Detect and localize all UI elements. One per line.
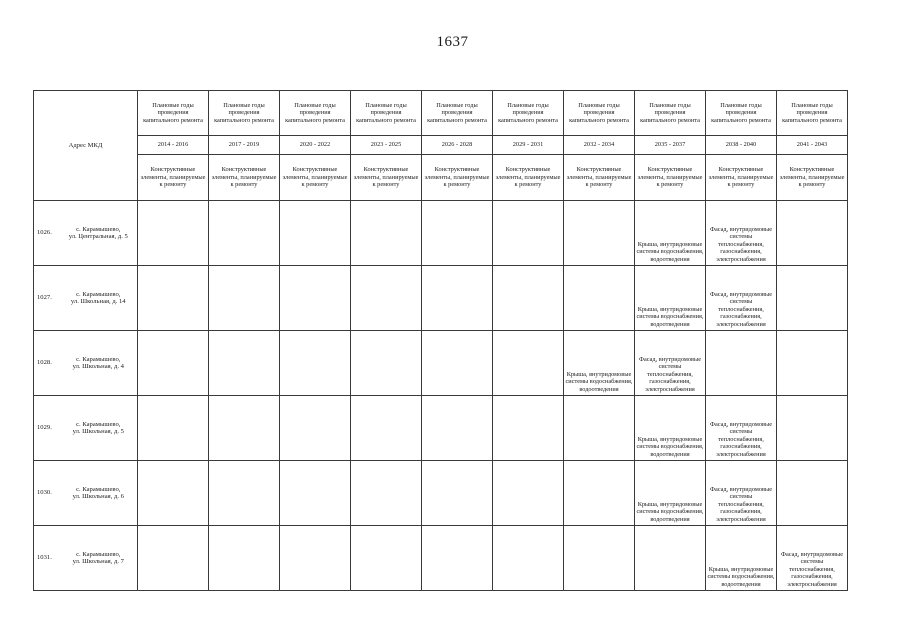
row-number: 1030. — [34, 461, 60, 526]
elements-header: Конструктивные элементы, планируемые к ремонту — [351, 155, 422, 201]
repair-works-cell — [351, 266, 422, 331]
repair-works-cell — [209, 396, 280, 461]
row-number: 1029. — [34, 396, 60, 461]
repair-works-cell — [777, 331, 848, 396]
address-cell — [60, 396, 138, 461]
period-header: 2023 - 2025 — [351, 136, 422, 155]
table-row — [34, 461, 848, 526]
address-locality: с. Карамышево, — [76, 420, 121, 428]
table-row — [34, 331, 848, 396]
plan-years-header: Плановые годы проведения капитального ремонта — [138, 91, 209, 136]
repair-works-cell — [422, 461, 493, 526]
repair-works-cell — [564, 526, 635, 591]
repair-works-cell — [280, 461, 351, 526]
repair-works-cell: Крыша, внутридомовые системы водоснабжения, водоотведения — [635, 266, 706, 331]
repair-works-cell — [351, 396, 422, 461]
period-header: 2029 - 2031 — [493, 136, 564, 155]
period-header: 2032 - 2034 — [564, 136, 635, 155]
elements-header: Конструктивные элементы, планируемые к ремонту — [706, 155, 777, 201]
header-row-periods — [34, 136, 848, 155]
repair-works-cell — [209, 461, 280, 526]
elements-header: Конструктивные элементы, планируемые к ремонту — [209, 155, 280, 201]
table-row — [34, 396, 848, 461]
repair-works-cell — [280, 201, 351, 266]
repair-works-cell — [493, 201, 564, 266]
row-number: 1027. — [34, 266, 60, 331]
row-number: 1031. — [34, 526, 60, 591]
period-header: 2035 - 2037 — [635, 136, 706, 155]
repair-works-cell — [351, 461, 422, 526]
repair-works-cell: Крыша, внутридомовые системы водоснабжения, водоотведения — [564, 331, 635, 396]
repair-works-cell — [422, 266, 493, 331]
page-number: 1637 — [436, 34, 469, 50]
plan-years-header: Плановые годы проведения капитального ремонта — [351, 91, 422, 136]
repair-works-cell: Крыша, внутридомовые системы водоснабжения, водоотведения — [706, 526, 777, 591]
repair-works-cell: Фасад, внутридомовые системы теплоснабжения, газоснабжения, электроснабжения — [777, 526, 848, 591]
table-row — [34, 266, 848, 331]
table-row — [34, 201, 848, 266]
repair-works-cell: Фасад, внутридомовые системы теплоснабжения, газоснабжения, электроснабжения — [706, 201, 777, 266]
repair-works-cell — [138, 331, 209, 396]
plan-years-header: Плановые годы проведения капитального ремонта — [280, 91, 351, 136]
repair-works-cell — [280, 526, 351, 591]
address-cell — [60, 201, 138, 266]
repair-works-cell — [777, 461, 848, 526]
elements-header: Конструктивные элементы, планируемые к ремонту — [422, 155, 493, 201]
address-locality: с. Карамышево, — [76, 225, 121, 233]
repair-works-cell — [280, 331, 351, 396]
repair-works-cell — [777, 396, 848, 461]
elements-header: Конструктивные элементы, планируемые к ремонту — [493, 155, 564, 201]
period-header: 2041 - 2043 — [777, 136, 848, 155]
repair-works-cell — [138, 396, 209, 461]
address-street: ул. Школьная, д. 5 — [72, 428, 124, 435]
repair-works-cell — [493, 396, 564, 461]
address-locality: с. Карамышево, — [76, 290, 121, 298]
repair-works-cell — [280, 396, 351, 461]
repair-works-cell — [635, 526, 706, 591]
repair-works-cell — [351, 331, 422, 396]
repair-works-cell — [138, 201, 209, 266]
repair-works-cell — [493, 266, 564, 331]
address-street: ул. Школьная, д. 7 — [72, 558, 124, 565]
repair-works-cell: Крыша, внутридомовые системы водоснабжения, водоотведения — [635, 461, 706, 526]
header-row-plan-years — [34, 91, 848, 136]
repair-works-cell: Фасад, внутридомовые системы теплоснабжения, газоснабжения, электроснабжения — [706, 461, 777, 526]
elements-header: Конструктивные элементы, планируемые к ремонту — [635, 155, 706, 201]
repair-works-cell — [422, 396, 493, 461]
address-street: ул. Центральная, д. 5 — [68, 233, 128, 240]
repair-works-cell — [351, 201, 422, 266]
repair-works-cell — [564, 396, 635, 461]
address-locality: с. Карамышево, — [76, 550, 121, 558]
header-row-elements — [34, 155, 848, 201]
repair-works-cell — [209, 331, 280, 396]
repair-works-cell — [564, 201, 635, 266]
address-header: Адрес МКД — [34, 91, 138, 201]
address-street: ул. Школьная, д. 4 — [72, 363, 124, 370]
repair-works-cell — [280, 266, 351, 331]
repair-works-cell — [209, 266, 280, 331]
plan-years-header: Плановые годы проведения капитального ремонта — [706, 91, 777, 136]
repair-works-cell — [422, 331, 493, 396]
table-row — [34, 526, 848, 591]
repair-works-cell — [493, 526, 564, 591]
elements-header: Конструктивные элементы, планируемые к ремонту — [280, 155, 351, 201]
period-header: 2020 - 2022 — [280, 136, 351, 155]
address-locality: с. Карамышево, — [76, 355, 121, 363]
repair-works-cell: Крыша, внутридомовые системы водоснабжения, водоотведения — [635, 201, 706, 266]
repair-works-cell — [493, 331, 564, 396]
period-header: 2038 - 2040 — [706, 136, 777, 155]
repair-works-cell: Фасад, внутридомовые системы теплоснабжения, газоснабжения, электроснабжения — [706, 396, 777, 461]
repair-works-cell: Фасад, внутридомовые системы теплоснабжения, газоснабжения, электроснабжения — [706, 266, 777, 331]
elements-header: Конструктивные элементы, планируемые к ремонту — [564, 155, 635, 201]
plan-years-header: Плановые годы проведения капитального ремонта — [777, 91, 848, 136]
address-cell — [60, 266, 138, 331]
period-header: 2017 - 2019 — [209, 136, 280, 155]
repair-works-cell — [777, 266, 848, 331]
repair-works-cell — [564, 266, 635, 331]
address-street: ул. Школьная, д. 14 — [70, 298, 126, 305]
elements-header: Конструктивные элементы, планируемые к ремонту — [777, 155, 848, 201]
repair-works-cell — [351, 526, 422, 591]
repair-works-cell: Фасад, внутридомовые системы теплоснабжения, газоснабжения, электроснабжения — [635, 331, 706, 396]
repair-works-cell — [209, 201, 280, 266]
repair-works-cell — [138, 526, 209, 591]
address-cell — [60, 526, 138, 591]
period-header: 2026 - 2028 — [422, 136, 493, 155]
period-header: 2014 - 2016 — [138, 136, 209, 155]
address-cell — [60, 331, 138, 396]
elements-header: Конструктивные элементы, планируемые к ремонту — [138, 155, 209, 201]
repair-works-cell — [209, 526, 280, 591]
repair-works-cell — [564, 461, 635, 526]
plan-years-header: Плановые годы проведения капитального ремонта — [493, 91, 564, 136]
plan-years-header: Плановые годы проведения капитального ремонта — [209, 91, 280, 136]
plan-years-header: Плановые годы проведения капитального ремонта — [564, 91, 635, 136]
repair-works-cell — [777, 201, 848, 266]
plan-years-header: Плановые годы проведения капитального ремонта — [635, 91, 706, 136]
capital-repair-table — [33, 90, 848, 591]
row-number: 1028. — [34, 331, 60, 396]
repair-works-cell — [493, 461, 564, 526]
repair-works-cell — [706, 331, 777, 396]
repair-works-cell — [138, 461, 209, 526]
address-cell — [60, 461, 138, 526]
address-street: ул. Школьная, д. 6 — [72, 493, 124, 500]
repair-works-cell — [422, 526, 493, 591]
plan-years-header: Плановые годы проведения капитального ремонта — [422, 91, 493, 136]
repair-works-cell — [422, 201, 493, 266]
repair-works-cell — [138, 266, 209, 331]
address-locality: с. Карамышево, — [76, 485, 121, 493]
row-number: 1026. — [34, 201, 60, 266]
repair-works-cell: Крыша, внутридомовые системы водоснабжения, водоотведения — [635, 396, 706, 461]
